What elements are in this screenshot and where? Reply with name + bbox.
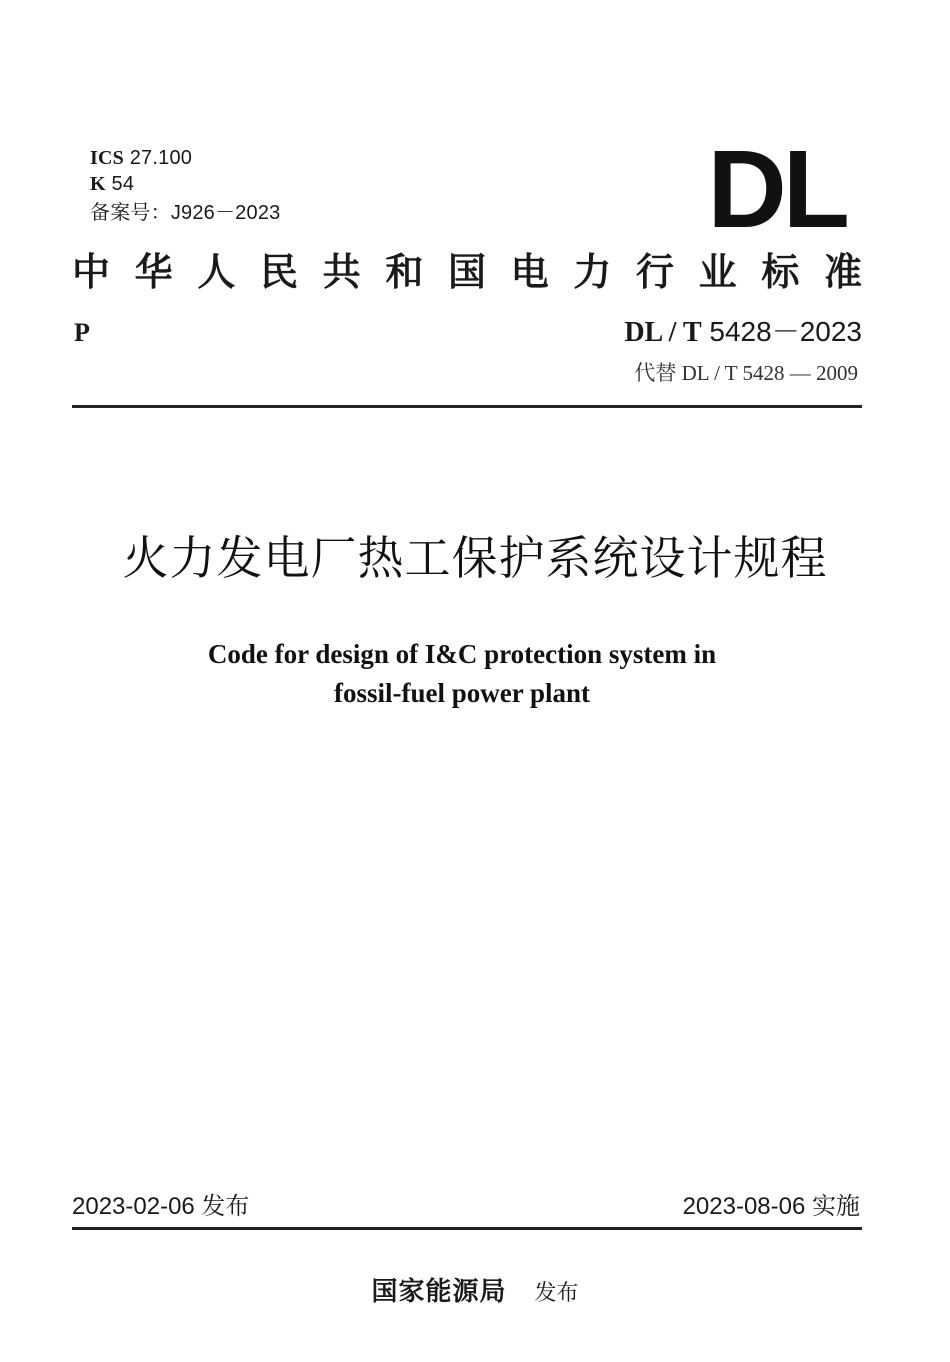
effective-date: 2023-08-06 实施 — [682, 1193, 860, 1220]
bottom-divider — [72, 1227, 862, 1230]
top-divider — [72, 405, 862, 408]
filing-label: 备案号： — [90, 202, 171, 224]
standard-number-prefix: DL / T — [624, 317, 702, 348]
publisher-action: 发布 — [534, 1281, 579, 1306]
ics-code: 27.100 — [129, 147, 193, 169]
standard-number — [624, 315, 862, 350]
class-label: K — [90, 173, 106, 195]
filing-number: J926－2023 — [170, 202, 281, 224]
publisher — [0, 1274, 950, 1312]
replaces-standard: 代替 DL / T 5428 — 2009 — [634, 361, 858, 385]
document-title-zh: 火力发电厂热工保护系统设计规程 — [122, 531, 828, 585]
dl-logo: DL — [707, 128, 846, 251]
class-code: 54 — [111, 173, 135, 195]
ics-classification — [90, 146, 192, 170]
document-title-en-line2: fossil-fuel power plant — [333, 678, 590, 708]
document-title-en-line1: Code for design of I&C protection system in — [207, 639, 717, 669]
chinese-classification — [90, 172, 134, 196]
ics-label: ICS — [90, 147, 124, 169]
standard-number-value: 5428－2023 — [709, 316, 862, 347]
category-code: P — [74, 318, 90, 347]
filing-record — [90, 201, 280, 225]
standard-type-heading: 中华人民共和国电力行业标准 — [72, 249, 862, 294]
publisher-organization: 国家能源局 — [371, 1277, 507, 1307]
issue-date: 2023-02-06 发布 — [72, 1193, 250, 1220]
